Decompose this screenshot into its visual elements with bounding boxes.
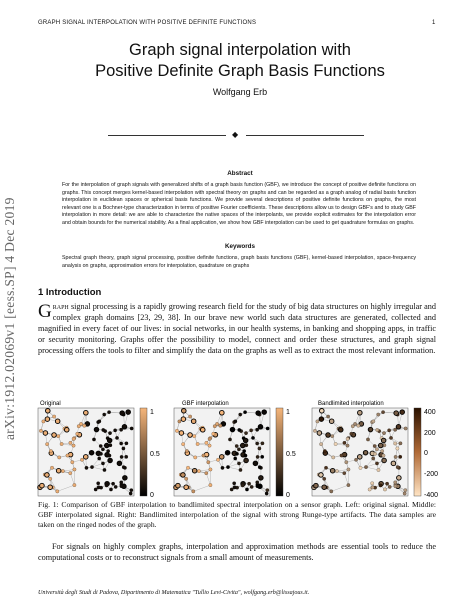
graph-node xyxy=(119,428,122,431)
graph-node xyxy=(185,449,188,452)
graph-node xyxy=(235,452,238,455)
graph-node xyxy=(238,428,241,431)
graph-node xyxy=(265,492,268,495)
graph-node xyxy=(125,442,128,445)
graph-node xyxy=(85,466,88,469)
graph-node xyxy=(261,442,264,445)
graph-node-sampled xyxy=(382,458,387,463)
graph-node xyxy=(385,482,388,485)
graph-node xyxy=(404,488,407,491)
graph-node xyxy=(108,454,111,457)
graph-node-sampled xyxy=(46,408,51,413)
graph-node-sampled xyxy=(256,411,261,416)
intro-smallcaps: raph xyxy=(52,302,69,311)
graph-node xyxy=(232,482,235,485)
tick-0-5: 0.5 xyxy=(150,451,160,458)
graph-node xyxy=(192,490,195,493)
graph-node-sampled xyxy=(400,410,405,415)
graph-node xyxy=(244,431,247,434)
graph-node-sampled xyxy=(397,476,402,481)
graph-node xyxy=(347,468,350,471)
graph-node-sampled xyxy=(83,455,88,460)
graph-node xyxy=(371,486,374,489)
graph-node xyxy=(72,444,75,447)
graph-node-sampled xyxy=(240,443,245,448)
tick-0: 0 xyxy=(150,492,154,499)
graph-node-sampled xyxy=(253,461,258,466)
tick-1: 1 xyxy=(150,409,154,416)
graph-node xyxy=(256,455,259,458)
graph-node xyxy=(185,477,188,480)
graph-node xyxy=(226,451,229,454)
graph-node xyxy=(209,468,212,471)
graph-node xyxy=(56,490,59,493)
intro-paragraph xyxy=(38,301,436,356)
graph-node xyxy=(95,428,98,431)
graph-node xyxy=(94,488,97,491)
graph-node-sampled xyxy=(123,476,128,481)
graph-node xyxy=(107,410,110,413)
graph-node xyxy=(120,485,123,488)
graph-node xyxy=(326,415,329,418)
graph-node xyxy=(120,481,123,484)
graph-node-sampled xyxy=(262,410,267,415)
section-heading-introduction: 1 Introduction xyxy=(38,287,102,298)
graph-node xyxy=(334,442,337,445)
graph-node xyxy=(237,462,240,465)
graph-node xyxy=(346,444,349,447)
graph-node xyxy=(212,432,215,435)
graph-node-sampled xyxy=(104,443,109,448)
graph-node xyxy=(105,484,108,487)
abstract-text: For the interpolation of graph signals with generalized shifts of a graph basis function (GBF), we introduce the concept of positive definite functions on graphs. This concept merges kernel-based interpolation with spectral theory on graphs and can be regarded as a graph analog of radial basis function interpolation in euclidean spaces or spherical basis functions. We provide several descriptions of positive definite functions on graphs, the most relevant one is a Bochner-type characterization in terms of positive Fourier coefficients. These descriptions allow us to design GBF's and to study GBF interpolation in more detail: we are able to characterize the native spaces of the interpolants, we provide explicit estimates for the interpolation error and obtain bounds for the numerical stability. As a final application, we show how GBF interpolation can be used to get quadrature formulas on graphs. xyxy=(62,182,416,226)
colorbar-bandlimited xyxy=(414,408,421,496)
graph-node-sampled xyxy=(357,455,362,460)
graph-node xyxy=(366,438,369,441)
graph-node xyxy=(228,438,231,441)
page-number: 1 xyxy=(432,20,436,26)
graph-node xyxy=(239,413,242,416)
graph-node-sampled xyxy=(220,410,225,415)
graph-node-sampled xyxy=(319,417,324,422)
graph-node xyxy=(113,429,116,432)
graph-node xyxy=(175,429,178,432)
graph-node-sampled xyxy=(219,455,224,460)
graph-node xyxy=(99,452,102,455)
graph-node xyxy=(343,441,346,444)
graph-node xyxy=(103,413,106,416)
diamond-icon: ◆ xyxy=(232,130,239,139)
graph-node-sampled xyxy=(326,433,331,438)
graph-node-sampled xyxy=(40,483,45,488)
tick-0: 0 xyxy=(286,492,290,499)
graph-node xyxy=(96,482,99,485)
graph-node xyxy=(58,456,61,459)
graph-node xyxy=(49,477,52,480)
graph-node xyxy=(60,442,63,445)
graph-node xyxy=(373,444,376,447)
graph-node xyxy=(79,422,82,425)
graph-node-sampled xyxy=(64,428,69,433)
graph-node xyxy=(372,457,375,460)
graph-node xyxy=(97,486,100,489)
graph-node-sampled xyxy=(107,438,112,443)
graph-node xyxy=(381,410,384,413)
graph-node xyxy=(181,442,184,445)
graph-node xyxy=(403,492,406,495)
graph-node xyxy=(73,468,76,471)
graph-node-sampled xyxy=(55,419,60,424)
tick-minus-200: -200 xyxy=(424,471,439,478)
graph-node xyxy=(345,461,348,464)
graph-node xyxy=(69,471,72,474)
graph-node xyxy=(235,444,238,447)
graph-node xyxy=(234,457,237,460)
graph-node xyxy=(193,434,196,437)
graph-node xyxy=(111,482,114,485)
graph-node-sampled xyxy=(259,476,264,481)
graph-node xyxy=(347,483,350,486)
graph-node-sampled xyxy=(181,473,186,478)
tick-400: 400 xyxy=(424,409,436,416)
graph-node xyxy=(242,449,245,452)
footnote xyxy=(38,590,436,596)
graph-node-sampled xyxy=(244,458,249,463)
graph-node xyxy=(188,415,191,418)
tick-minus-400: -400 xyxy=(424,492,439,499)
graph-node-sampled xyxy=(120,411,125,416)
keywords-heading: Keywords xyxy=(224,243,256,250)
graph-node xyxy=(120,455,123,458)
graph-node xyxy=(377,468,380,471)
graph-node xyxy=(244,454,247,457)
graph-node xyxy=(364,451,367,454)
graph-node xyxy=(125,455,128,458)
graph-node xyxy=(99,444,102,447)
graph-node-sampled xyxy=(122,424,127,429)
graph-node xyxy=(122,447,125,450)
graph-node xyxy=(313,429,316,432)
graph-node xyxy=(215,422,218,425)
graph-node xyxy=(73,483,76,486)
graph-node xyxy=(103,468,106,471)
graph-node xyxy=(389,436,392,439)
graph-node xyxy=(399,442,402,445)
graph-node-sampled xyxy=(329,419,334,424)
graph-node xyxy=(66,454,69,457)
graph-node xyxy=(98,420,101,423)
graph-node xyxy=(396,465,399,468)
graph-node xyxy=(69,441,72,444)
graph-node xyxy=(369,428,372,431)
graph-node xyxy=(375,462,378,465)
graph-node xyxy=(324,466,327,469)
graph-node xyxy=(80,458,83,461)
graph-node xyxy=(178,420,181,423)
graph-node xyxy=(332,456,335,459)
graph-node xyxy=(234,420,237,423)
graph-node xyxy=(216,458,219,461)
graph-node xyxy=(186,466,189,469)
graph-node-sampled xyxy=(320,408,325,413)
footnote-affiliation: Università degli Studi di Padova, Dipartimento di Matematica "Tullio Levi-Civita", xyxy=(38,590,244,596)
paper-title xyxy=(40,40,440,82)
graph-node-sampled xyxy=(181,417,186,422)
graph-node xyxy=(205,471,208,474)
graph-node xyxy=(115,436,118,439)
title-line-2: Positive Definite Graph Basis Functions xyxy=(95,62,385,80)
graph-node xyxy=(102,428,105,431)
graph-node-sampled xyxy=(84,410,89,415)
graph-node xyxy=(101,462,104,465)
graph-node-sampled xyxy=(394,411,399,416)
graph-node xyxy=(52,415,55,418)
tick-0-5: 0.5 xyxy=(286,451,296,458)
graph-node xyxy=(49,449,52,452)
graph-node xyxy=(197,469,200,472)
graph-node xyxy=(261,455,264,458)
graph-node xyxy=(364,465,367,468)
graph-node xyxy=(379,484,382,487)
graph-node xyxy=(359,466,362,469)
graph-node xyxy=(98,457,101,460)
graph-node-sampled xyxy=(338,428,343,433)
graph-node xyxy=(92,438,95,441)
tick-200: 200 xyxy=(424,430,436,437)
graph-node xyxy=(230,488,233,491)
panel-title-gbf: GBF interpolation xyxy=(182,401,229,407)
graph-node xyxy=(354,458,357,461)
abstract-heading: Abstract xyxy=(227,170,253,177)
graph-node xyxy=(370,482,373,485)
graph-node xyxy=(396,447,399,450)
graph-node-sampled xyxy=(330,468,335,473)
graph-node xyxy=(76,432,79,435)
graph-node xyxy=(256,481,259,484)
graph-node xyxy=(399,455,402,458)
paragraph-2: For signals on highly complex graphs, interpolation and approximation methods are essential tools to reduce the computational costs or to reconstruct signals from a small amount of measurements. xyxy=(38,542,436,562)
graph-node-sampled xyxy=(56,468,61,473)
graph-node xyxy=(90,465,93,468)
graph-node xyxy=(377,413,380,416)
footnote-email[interactable]: wolfgang.erb@lissajous.it xyxy=(243,590,308,596)
graph-node xyxy=(122,465,125,468)
graph-node xyxy=(373,452,376,455)
graph-node xyxy=(372,420,375,423)
graph-node xyxy=(316,420,319,423)
graph-node xyxy=(241,484,244,487)
graph-node xyxy=(404,427,407,430)
graph-node-sampled xyxy=(378,443,383,448)
graph-node xyxy=(42,420,45,423)
panel-title-original: Original xyxy=(40,401,61,407)
graph-node-sampled xyxy=(191,419,196,424)
graph-node xyxy=(50,466,53,469)
graph-node xyxy=(394,455,397,458)
graph-node-sampled xyxy=(108,458,113,463)
graph-node-sampled xyxy=(358,410,363,415)
graph-node xyxy=(251,436,254,439)
footnote-end: . xyxy=(307,590,310,596)
graph-node-sampled xyxy=(243,438,248,443)
graph-node xyxy=(243,410,246,413)
graph-node-sampled xyxy=(48,485,53,490)
graph-node xyxy=(219,424,222,427)
graph-node xyxy=(226,465,229,468)
graph-node xyxy=(323,477,326,480)
graph-node xyxy=(266,427,269,430)
graph-node xyxy=(114,485,117,488)
graph-node xyxy=(393,428,396,431)
graph-node-sampled xyxy=(45,473,50,478)
author: Wolfgang Erb xyxy=(212,87,268,97)
graph-node-sampled xyxy=(258,424,263,429)
graph-node-sampled xyxy=(200,428,205,433)
graph-node xyxy=(256,485,259,488)
graph-node-sampled xyxy=(314,483,319,488)
graph-node-sampled xyxy=(179,431,184,436)
graph-node xyxy=(194,456,197,459)
graph-node xyxy=(255,428,258,431)
graph-node xyxy=(233,486,236,489)
graph-node xyxy=(205,441,208,444)
graph-node xyxy=(101,448,104,451)
graph-node xyxy=(208,444,211,447)
title-rule-left xyxy=(108,135,226,136)
graph-node xyxy=(83,424,86,427)
graph-node xyxy=(331,434,334,437)
graph-node xyxy=(239,468,242,471)
intro-text: signal processing is a rapidly growing research field for the study of big data structures on highly irregular and complex graph domains [23, 29, 38]. In our brave new world such data structures are generated, collected and magnified in every facet of our lives: in social networks, in our health systems, in banking and shopping apps, in traffic or security monitoring. Graphs offer the possibility to model, connect and order these structures, and graph signal processing offers the tools to filter and simplify the data on the graphs as well as to extract the most relevant information. xyxy=(38,302,436,355)
graph-node xyxy=(393,442,396,445)
graph-node xyxy=(245,488,248,491)
graph-node xyxy=(394,481,397,484)
graph-node xyxy=(106,449,109,452)
graph-node xyxy=(357,424,360,427)
graph-node xyxy=(119,442,122,445)
drop-cap: G xyxy=(38,301,52,322)
graph-node xyxy=(221,466,224,469)
graph-node xyxy=(394,485,397,488)
graph-node xyxy=(353,422,356,425)
graph-node-sampled xyxy=(126,410,131,415)
graph-node xyxy=(340,454,343,457)
graph-node xyxy=(335,469,338,472)
title-line-1: Graph signal interpolation with xyxy=(129,41,351,59)
graph-node xyxy=(330,490,333,493)
graph-node xyxy=(39,429,42,432)
graph-node xyxy=(258,447,261,450)
colorbar-gbf xyxy=(276,408,283,496)
graph-node-sampled xyxy=(184,485,189,490)
graph-node-sampled xyxy=(319,473,324,478)
graph-node xyxy=(209,483,212,486)
graph-node xyxy=(382,431,385,434)
panel-title-bandlimited: Bandlimited interpolation xyxy=(318,401,384,407)
graph-node-sampled xyxy=(188,433,193,438)
graph-node xyxy=(130,427,133,430)
graph-node xyxy=(130,488,133,491)
graph-node xyxy=(61,469,64,472)
graph-node xyxy=(109,488,112,491)
arxiv-stamp: arXiv:1912.02069v1 [eess.SP] 4 Dec 2019 xyxy=(2,197,17,440)
graph-node-sampled xyxy=(176,483,181,488)
graph-node xyxy=(255,442,258,445)
graph-node-sampled xyxy=(117,461,122,466)
graph-node-sampled xyxy=(322,485,327,490)
graph-node xyxy=(368,488,371,491)
graph-node-sampled xyxy=(192,468,197,473)
graph-node xyxy=(231,428,234,431)
graph-node xyxy=(383,488,386,491)
graph-node-sampled xyxy=(43,431,48,436)
graph-node xyxy=(319,442,322,445)
graph-node xyxy=(382,454,385,457)
keywords-text: Spectral graph theory, graph signal processing, positive definite functions, graph basis functions (GBF), kernel-based interpolation, space-frequency analysis on graphs, approximation errors for interpolation, quadrature on graphs xyxy=(62,255,416,269)
graph-node-sampled xyxy=(317,431,322,436)
graph-node xyxy=(45,442,48,445)
graph-node xyxy=(388,485,391,488)
graph-node xyxy=(108,431,111,434)
graph-node xyxy=(208,437,211,440)
colorbar-original xyxy=(140,408,147,496)
graph-node xyxy=(258,465,261,468)
graph-node xyxy=(375,448,378,451)
tick-zero: 0 xyxy=(424,450,428,457)
graph-node-sampled xyxy=(396,424,401,429)
graph-node xyxy=(350,432,353,435)
running-head: GRAPH SIGNAL INTERPOLATION WITH POSITIVE DEFINITE FUNCTIONS xyxy=(38,20,257,26)
graph-node xyxy=(343,471,346,474)
graph-node xyxy=(266,488,269,491)
graph-node xyxy=(249,429,252,432)
graph-node-sampled xyxy=(391,461,396,466)
graph-node xyxy=(196,442,199,445)
graph-node xyxy=(129,492,132,495)
graph-node xyxy=(71,461,74,464)
graph-node xyxy=(237,448,240,451)
graph-node xyxy=(72,437,75,440)
tick-1: 1 xyxy=(286,409,290,416)
graph-node xyxy=(380,449,383,452)
graph-node-sampled xyxy=(52,433,57,438)
graph-node xyxy=(376,428,379,431)
graph-node xyxy=(207,461,210,464)
graph-node xyxy=(57,434,60,437)
graph-node xyxy=(323,449,326,452)
graph-node xyxy=(250,485,253,488)
graph-node-sampled xyxy=(45,417,50,422)
graph-node xyxy=(202,454,205,457)
graph-node-sampled xyxy=(381,438,386,443)
graph-node xyxy=(247,482,250,485)
title-rule-right xyxy=(246,135,364,136)
graph-node xyxy=(346,437,349,440)
graph-node xyxy=(90,451,93,454)
figure-caption: Fig. 1: Comparison of GBF interpolation to bandlimited spectral interpolation on a sensor graph. Left: original signal. Middle: GBF interpolated signal. Right: Bandlimited interpolation of the signal with strong Runge-type artifacts. The data samples are taken on the ringed nodes of the graph. xyxy=(38,500,436,529)
graph-node xyxy=(387,429,390,432)
figure-1 xyxy=(30,396,450,500)
graph-node-sampled xyxy=(182,408,187,413)
